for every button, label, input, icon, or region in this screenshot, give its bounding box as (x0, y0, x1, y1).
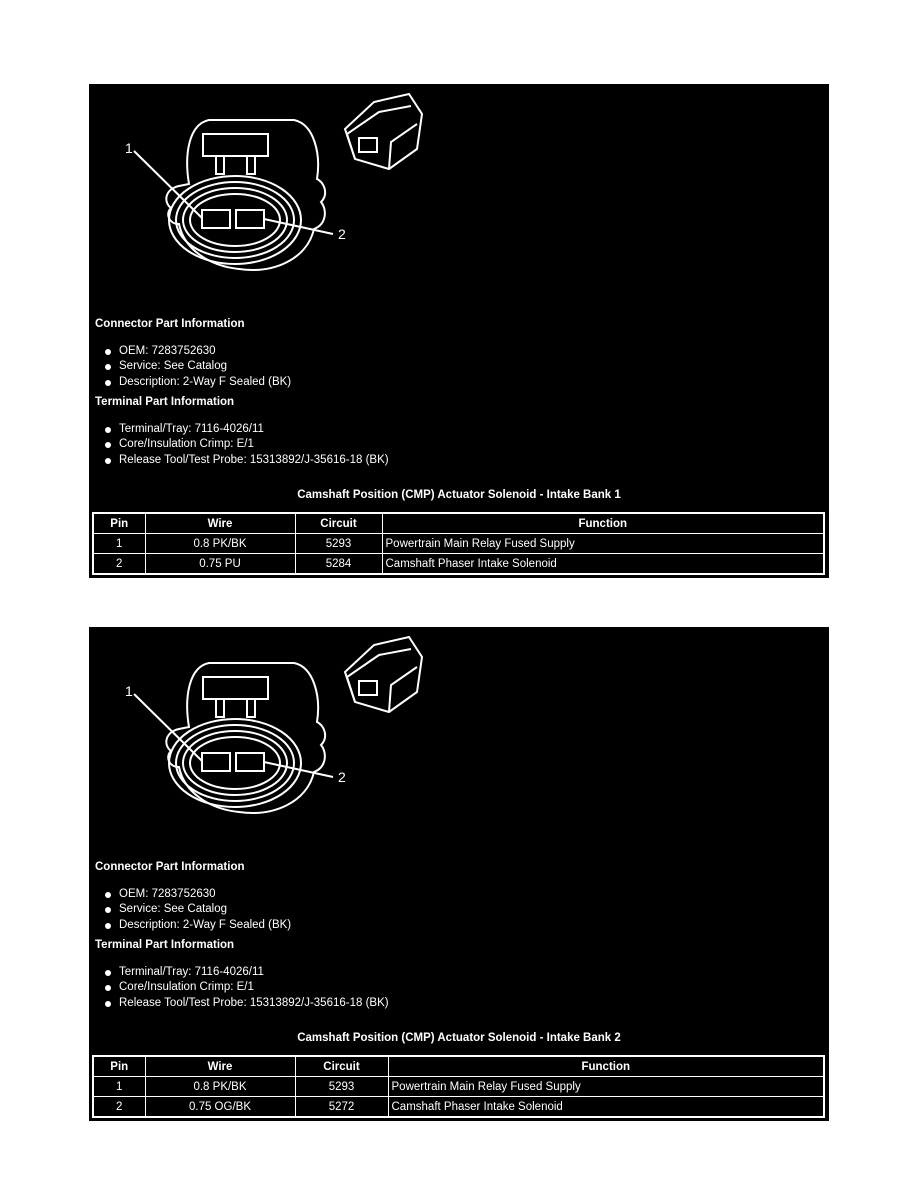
column-header-circuit: Circuit (295, 1056, 388, 1077)
function-cell: Powertrain Main Relay Fused Supply (382, 534, 824, 554)
connector-part-list (95, 344, 389, 391)
table-header-row (93, 513, 824, 534)
pinout-table (92, 1055, 825, 1118)
column-header-function: Function (388, 1056, 824, 1077)
function-cell: Camshaft Phaser Intake Solenoid (388, 1097, 824, 1118)
terminal-part-heading: Terminal Part Information (95, 939, 235, 951)
callout-2: 2 (338, 226, 346, 242)
terminal-part-list (95, 965, 389, 1012)
list-item: Service: See Catalog (95, 359, 389, 375)
connector-face-drawing (89, 627, 829, 852)
table-row (93, 1077, 824, 1097)
list-item: Terminal/Tray: 7116-4026/11 (95, 422, 389, 438)
list-item: Description: 2-Way F Sealed (BK) (95, 918, 389, 934)
pinout-table (92, 512, 825, 575)
table-row (93, 1097, 824, 1118)
connector-face-diagram (89, 627, 829, 852)
list-item: Core/Insulation Crimp: E/1 (95, 980, 389, 996)
list-item: Core/Insulation Crimp: E/1 (95, 437, 389, 453)
wire-cell: 0.8 PK/BK (145, 534, 295, 554)
column-header-circuit: Circuit (295, 513, 382, 534)
circuit-cell: 5293 (295, 534, 382, 554)
wire-cell: 0.75 PU (145, 554, 295, 575)
callout-1: 1 (125, 683, 133, 699)
list-item: OEM: 7283752630 (95, 887, 389, 903)
pin-cell: 2 (93, 554, 145, 575)
table-row (93, 534, 824, 554)
column-header-wire: Wire (145, 513, 295, 534)
column-header-wire: Wire (145, 1056, 295, 1077)
connector-part-info (95, 317, 389, 468)
column-header-pin: Pin (93, 1056, 145, 1077)
list-item: Service: See Catalog (95, 902, 389, 918)
list-item: Release Tool/Test Probe: 15313892/J-35616-18 (BK) (95, 996, 389, 1012)
terminal-part-list (95, 422, 389, 469)
connector-face-diagram (89, 84, 829, 309)
pin-cell: 1 (93, 534, 145, 554)
pinout-table-title: Camshaft Position (CMP) Actuator Solenoid - Intake Bank 1 (297, 489, 621, 501)
pinout-table-title: Camshaft Position (CMP) Actuator Solenoid - Intake Bank 2 (297, 1032, 621, 1044)
callout-2: 2 (338, 769, 346, 785)
table-header-row (93, 1056, 824, 1077)
terminal-part-heading: Terminal Part Information (95, 396, 235, 408)
connector-panel-2 (89, 627, 829, 1121)
column-header-function: Function (382, 513, 824, 534)
list-item: OEM: 7283752630 (95, 344, 389, 360)
pin-cell: 1 (93, 1077, 145, 1097)
column-header-pin: Pin (93, 513, 145, 534)
pin-cell: 2 (93, 1097, 145, 1118)
callout-1: 1 (125, 140, 133, 156)
connector-panel-1 (89, 84, 829, 578)
circuit-cell: 5272 (295, 1097, 388, 1118)
table-row (93, 554, 824, 575)
function-cell: Powertrain Main Relay Fused Supply (388, 1077, 824, 1097)
circuit-cell: 5293 (295, 1077, 388, 1097)
connector-part-list (95, 887, 389, 934)
circuit-cell: 5284 (295, 554, 382, 575)
connector-part-heading: Connector Part Information (95, 861, 245, 873)
list-item: Description: 2-Way F Sealed (BK) (95, 375, 389, 391)
list-item: Terminal/Tray: 7116-4026/11 (95, 965, 389, 981)
function-cell: Camshaft Phaser Intake Solenoid (382, 554, 824, 575)
connector-part-info (95, 860, 389, 1011)
connector-part-heading: Connector Part Information (95, 318, 245, 330)
list-item: Release Tool/Test Probe: 15313892/J-35616-18 (BK) (95, 453, 389, 469)
wire-cell: 0.8 PK/BK (145, 1077, 295, 1097)
connector-face-drawing (89, 84, 829, 309)
wire-cell: 0.75 OG/BK (145, 1097, 295, 1118)
